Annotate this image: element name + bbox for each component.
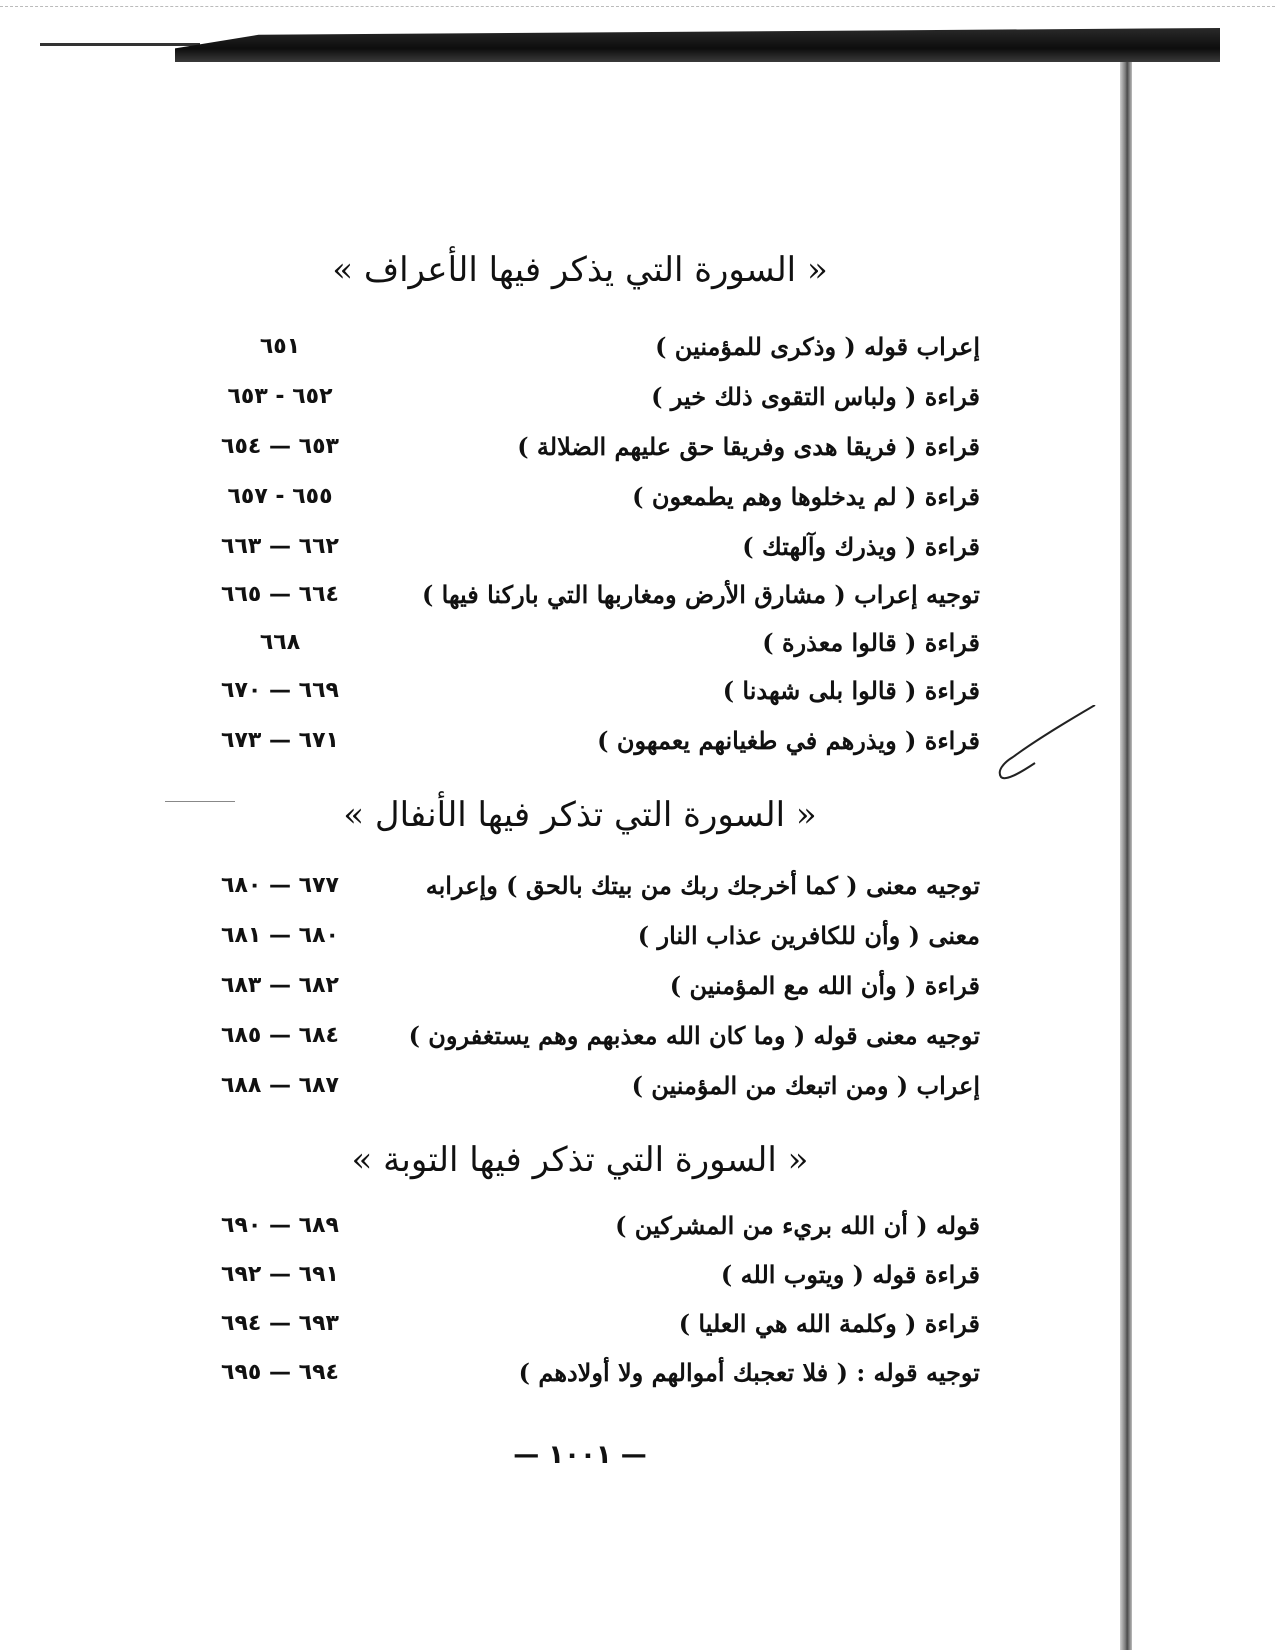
page-range: ٦٨٧ — ٦٨٨ [221, 1072, 339, 1098]
page-range: ٦٥٢ - ٦٥٣ [227, 383, 333, 409]
entry-text: قراءة ( لم يدخلوها وهم يطمعون ) [632, 481, 980, 511]
handwritten-check-mark [995, 705, 1100, 785]
page-number: — ١٠٠١ — [513, 1440, 647, 1470]
entry-text: قراءة ( ولباس التقوى ذلك خير ) [651, 381, 980, 411]
page-range: ٦٨٤ — ٦٨٥ [221, 1022, 339, 1048]
list-item [180, 1352, 980, 1392]
section-title-tawba: « السورة التي تذكر فيها التوبة » [351, 1140, 809, 1180]
page-range: ٦٩٣ — ٦٩٤ [221, 1310, 339, 1336]
page-range: ٦٧١ — ٦٧٣ [221, 727, 339, 753]
page-range: ٦٦٤ — ٦٦٥ [221, 581, 339, 607]
page-range: ٦٥٥ - ٦٥٧ [227, 483, 333, 509]
list-item [180, 574, 980, 614]
list-item [180, 376, 980, 416]
list-item [180, 426, 980, 466]
entry-text: قراءة ( قالوا معذرة ) [762, 627, 980, 657]
list-item [180, 326, 980, 366]
list-item [180, 1254, 980, 1294]
page-range: ٦٨٢ — ٦٨٣ [221, 972, 339, 998]
list-item [180, 622, 980, 662]
scan-margin [1132, 62, 1275, 1650]
list-item [180, 526, 980, 566]
list-item [180, 670, 980, 710]
entry-text: توجيه معنى ( كما أخرجك ربك من بيتك بالحق ) وإعرابه [425, 870, 980, 900]
list-item [180, 1065, 980, 1105]
page-range: ٦٦٢ — ٦٦٣ [221, 533, 339, 559]
list-item [180, 965, 980, 1005]
entry-text: توجيه إعراب ( مشارق الأرض ومغاربها التي باركنا فيها ) [421, 579, 980, 609]
entry-text: قراءة ( فريقا هدى وفريقا حق عليهم الضلالة ) [517, 431, 980, 461]
page-range: ٦٦٩ — ٦٧٠ [221, 677, 339, 703]
table-of-contents [180, 250, 980, 1550]
page-range: ٦٨٩ — ٦٩٠ [221, 1212, 339, 1238]
page-range: ٦٧٧ — ٦٨٠ [221, 872, 339, 898]
page-range: ٦٥١ [259, 333, 301, 359]
section-title-anfal: « السورة التي تذكر فيها الأنفال » [343, 795, 817, 835]
scan-shadow-line [40, 43, 200, 46]
list-item [180, 476, 980, 516]
page-range: ٦٩٤ — ٦٩٥ [221, 1359, 339, 1385]
entry-text: قوله ( أن الله بريء من المشركين ) [615, 1210, 980, 1240]
entry-text: قراءة ( ويذرك وآلهتك ) [742, 531, 980, 561]
list-item [180, 865, 980, 905]
scan-page-edge [1120, 62, 1132, 1650]
page-range: ٦٩١ — ٦٩٢ [221, 1261, 339, 1287]
list-item [180, 1303, 980, 1343]
scan-edge-top [0, 6, 1275, 9]
entry-text: قراءة ( قالوا بلى شهدنا ) [722, 675, 980, 705]
list-item [180, 720, 980, 760]
page-range: ٦٦٨ [259, 629, 301, 655]
entry-text: قراءة ( وأن الله مع المؤمنين ) [669, 970, 980, 1000]
entry-text: قراءة ( وكلمة الله هي العليا ) [678, 1308, 980, 1338]
entry-text: إعراب قوله ( وذكرى للمؤمنين ) [655, 331, 980, 361]
list-item [180, 1205, 980, 1245]
entry-text: توجيه معنى قوله ( وما كان الله معذبهم وهم يستغفرون ) [408, 1020, 980, 1050]
list-item [180, 915, 980, 955]
page-range: ٦٨٠ — ٦٨١ [221, 922, 339, 948]
section-title-aaraf: « السورة التي يذكر فيها الأعراف » [332, 250, 828, 290]
list-item [180, 1015, 980, 1055]
entry-text: قراءة ( ويذرهم في طغيانهم يعمهون ) [597, 725, 980, 755]
entry-text: توجيه قوله : ( فلا تعجبك أموالهم ولا أولادهم ) [518, 1357, 980, 1387]
entry-text: قراءة قوله ( ويتوب الله ) [720, 1259, 980, 1289]
page-range: ٦٥٣ — ٦٥٤ [221, 433, 339, 459]
entry-text: معنى ( وأن للكافرين عذاب النار ) [637, 920, 980, 950]
entry-text: إعراب ( ومن اتبعك من المؤمنين ) [631, 1070, 980, 1100]
scan-binding-shadow [175, 28, 1220, 62]
